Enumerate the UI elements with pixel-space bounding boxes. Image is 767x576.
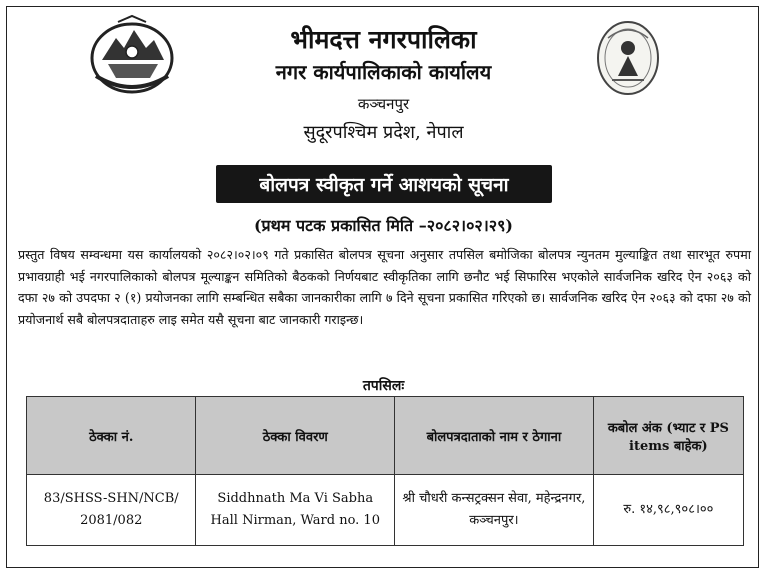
tender-table [26, 396, 744, 546]
notice-paragraph: प्रस्तुत विषय सम्वन्धमा यस कार्यालयको २०८२।०२।०९ गते प्रकासित बोलपत्र सूचना अनुसार तपसिल बमोजिका बोलपत्र न्युनतम मुल्याङ्कित तथा सारभूत रुपमा प्रभावग्राही भई नगरपालिकाको बोलपत्र मूल्याङ्कन समितिको बैठकको निर्णयबाट स्वीकृतिका लागि छनौट भई सिफारिस भएकोले सार्वजनिक खरिद ऐन २०६३ को दफा २७ को उपदफा २ (१) प्रयोजनका लागि सम्बन्धित सबैका जानकारीका लागि ७ दिने सूचना प्रकासित गरिएको छ। सार्वजनिक खरिद ऐन २०६३ को दफा २७ को प्रयोजनार्थ सबै बोलपत्रदाताहरु लाइ समेत यसै सूचना बाट जानकारी गराइन्छ। [18, 247, 751, 327]
table-row [27, 475, 744, 546]
district-name: कञ्चनपुर [357, 95, 410, 113]
cell-description: Siddhnath Ma Vi Sabha Hall Nirman, Ward no. 10 [196, 475, 395, 546]
province-name: सुदूरपश्चिम प्रदेश, नेपाल [303, 122, 464, 143]
table-header-row [27, 397, 744, 475]
header-contract-no: ठेक्का नं. [27, 397, 196, 475]
details-label: तपसिलः [362, 378, 405, 394]
cell-contract-no: 83/SHSS-SHN/NCB/ 2081/082 [27, 475, 196, 546]
office-subtitle: नगर कार्यपालिकाको कार्यालय [275, 60, 492, 84]
municipality-title: भीमदत्त नगरपालिका [290, 25, 477, 54]
publication-date-line: (प्रथम पटक प्रकासित मिति –२०८२।०२।२९) [253, 216, 514, 235]
header-amount: कबोल अंक (भ्याट र PS items बाहेक) [593, 397, 743, 475]
notice-banner: बोलपत्र स्वीकृत गर्ने आशयको सूचना [216, 165, 552, 203]
cell-bidder: श्री चौधरी कन्सट्रक्सन सेवा, महेन्द्रनगर, कञ्चनपुर। [395, 475, 594, 546]
header-description: ठेक्का विवरण [196, 397, 395, 475]
cell-amount: रु. १४,९८,९०८।०० [593, 475, 743, 546]
header-bidder: बोलपत्रदाताको नाम र ठेगाना [395, 397, 594, 475]
